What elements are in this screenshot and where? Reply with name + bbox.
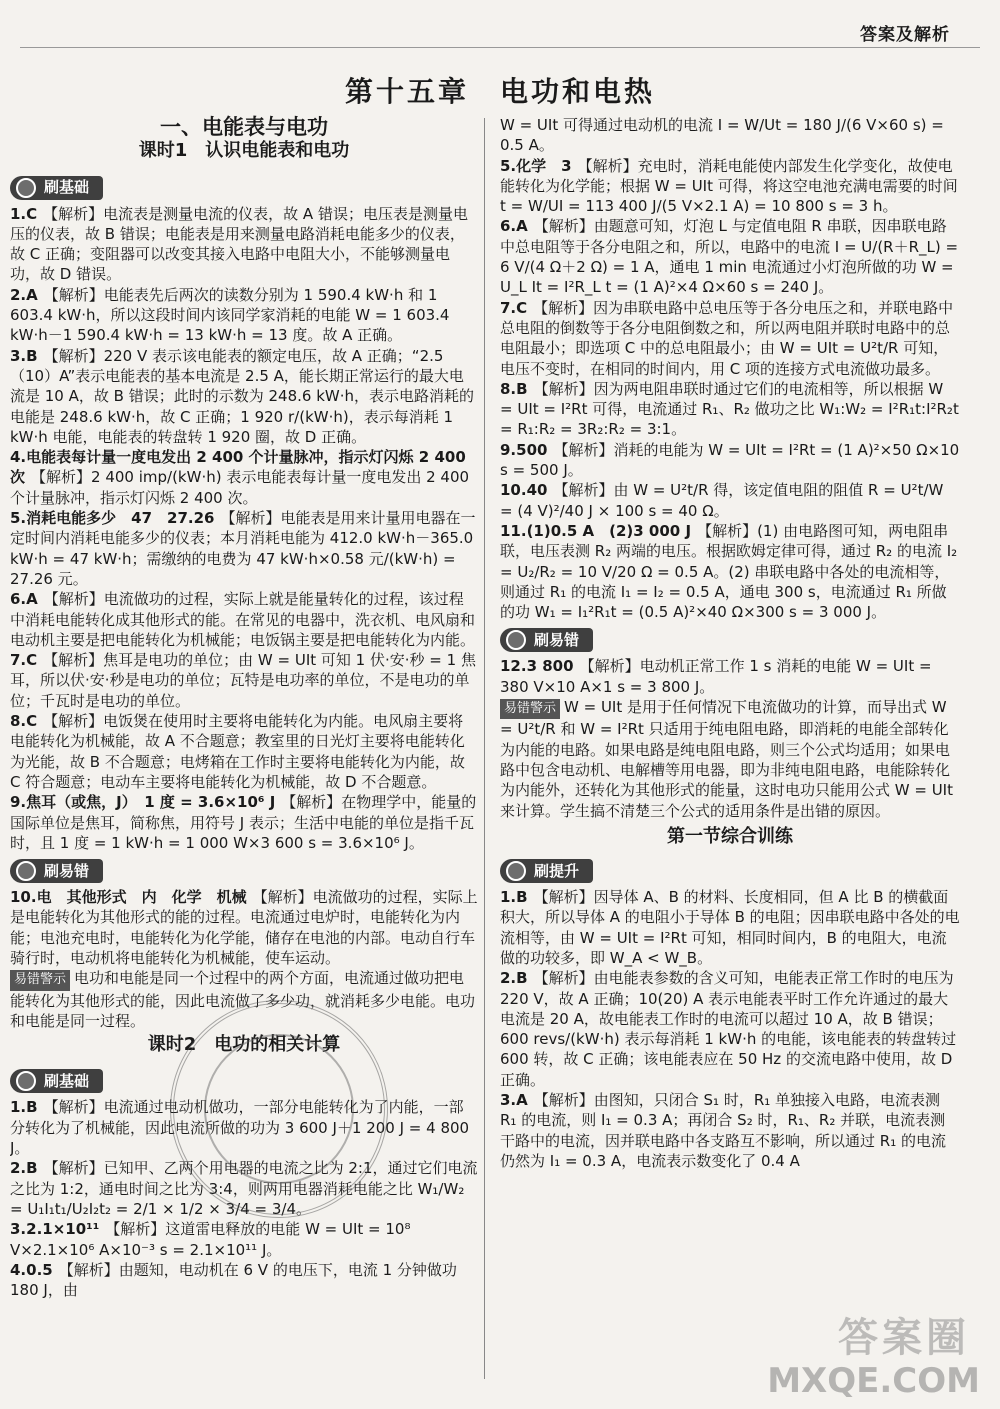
answer-item <box>10 589 478 650</box>
answer-number: 3. <box>500 1091 517 1110</box>
answer-list <box>10 204 478 854</box>
answer-number: 6. <box>10 590 27 609</box>
answer-key: B <box>516 969 528 988</box>
answer-key: (1)0.5 A (2)3 000 J <box>526 521 692 540</box>
answer-key: 2.1×10¹¹ <box>26 1220 100 1239</box>
answer-number: 2. <box>10 285 27 304</box>
lesson-title: 课时1 认识电能表和电功 <box>138 140 350 162</box>
answer-number: 4. <box>10 1260 27 1279</box>
answer-item <box>500 156 960 217</box>
badge-error <box>10 859 103 883</box>
answer-key: B <box>516 888 528 907</box>
section-title: 一、电能表与电功 <box>160 115 328 139</box>
answer-explanation: 【解析】电流表是测量电流的仪表，故 A 错误；电压表是测量电压的仪表，故 B 错误；电能表是用来测量电路消耗电能多少的仪表，故 C 正确；变阻器可以改变其接入电路中电阻大小，不能够测量电功，故 D 错误。 <box>10 204 468 284</box>
answer-number: 8. <box>10 712 27 731</box>
badge-icon <box>16 861 36 881</box>
answer-number: 10. <box>500 481 527 500</box>
answer-item <box>500 968 960 1090</box>
watermark-site: MXQE.COM <box>767 1361 980 1401</box>
answer-number: 2. <box>500 969 517 988</box>
badge-label: 刷易错 <box>44 861 90 880</box>
answer-item <box>10 204 478 285</box>
badge-basic <box>10 1069 103 1093</box>
answer-key: 3 800 <box>526 657 574 676</box>
answer-explanation: 【解析】电能表先后两次的读数分别为 1 590.4 kW·h 和 1 603.4 kW·h，所以这段时间内该同学家消耗的电能 W = 1 603.4 kW·h－1 590.4 kW·h = 13 kW·h = 13 度。故 A 正确。 <box>10 285 450 345</box>
chapter-title: 第十五章 电功和电热 <box>344 75 655 108</box>
answer-key: 电能表每计量一度电发出 2 400 个计量脉冲，指示灯闪烁 2 400 次 <box>10 448 466 487</box>
answer-list <box>500 156 960 623</box>
warning-label: 易错警示 <box>10 970 70 990</box>
warning-text: W = UIt 是用于任何情况下电流做功的计算，而导出式 W = U²t/R 和 W = I²Rt 只适用于纯电阻电路，即消耗的电能全部转化为内能的电路。如果电路是纯电阻电路，则三个公式均适用；如果电路中包含电动机、电解槽等用电器，即为非纯电阻电路，电能除转化为内能外，还转化为其他形式的能量，这时电功只能用公式 W = UIt 来计算。学生搞不清楚三个公式的适用条件是出错的原因。 <box>500 698 953 820</box>
answer-number: 9. <box>500 440 517 459</box>
right-column <box>500 115 960 1369</box>
answer-item <box>10 650 478 711</box>
answer-explanation: 【解析】电饭煲在使用时主要将电能转化为内能。电风扇主要将电能转化为机械能，故 A 不合题意；教室里的日光灯主要将电能转化为光能，故 B 不合题意；电烤箱在工作时主要将电能转化为内能，故 C 符合题意；电动车主要将电能转化为机械能，故 D 不合题意。 <box>10 712 465 791</box>
answer-explanation: 【解析】由图知，只闭合 S₁ 时，R₁ 单独接入电路，电流表测 R₁ 的电流，则 I₁ = 0.3 A；再闭合 S₂ 时，R₁、R₂ 并联，电流表测干路中的电流，因并联电路中各支路互不影响，所以通过 R₁ 的电流仍然为 I₁ = 0.3 A，电流表示数变化了 0.4 A <box>500 1091 946 1170</box>
answer-key: A <box>516 217 528 236</box>
answer-number: 10. <box>10 888 37 907</box>
answer-item <box>500 521 960 622</box>
answer-list <box>500 656 960 697</box>
badge-label: 刷提升 <box>534 861 580 880</box>
answer-item <box>10 447 478 508</box>
answer-number: 12. <box>500 657 527 676</box>
answer-item <box>10 285 478 346</box>
answer-explanation: 【解析】电能表是用来计量用电器在一定时间内消耗电能多少的仪表；本月消耗电能为 412.0 kW·h－365.0 kW·h = 47 kW·h；需缴纳的电费为 47 kW·h×0.58 元/(kW·h) = 27.26 元。 <box>10 509 476 588</box>
answer-item <box>500 216 960 297</box>
answer-explanation: 【解析】由电能表参数的含义可知，电能表正常工作时的电压为 220 V，故 A 正确；10(20) A 表示电能表平时工作允许通过的最大电流是 20 A，故电能表工作时的电流可以超过 10 A，故 B 错误；600 revs/(kW·h) 表示每消耗 1 kW·h 的电能，该电能表的转盘转过 600 转，故 C 正确；该电能表应在 50 Hz 的交流电路中使用，故 D 正确。 <box>500 969 957 1089</box>
answer-key: A <box>26 285 38 304</box>
answer-item <box>500 440 960 481</box>
badge-icon <box>16 178 36 198</box>
answer-number: 3. <box>10 1220 27 1239</box>
answer-item <box>10 887 478 968</box>
answer-explanation: 【解析】电动机正常工作 1 s 消耗的电能 W = UIt = 380 V×10 A×1 s = 3 800 J。 <box>500 657 932 696</box>
answer-explanation: 【解析】充电时，消耗电能使内部发生化学变化，故使电能转化为化学能；根据 W = UIt 可得，将这空电池充满电需要的时间 t = W/UI = 113 400 J/(5 V×2.1 A) = 10 800 s = 3 h。 <box>500 156 958 216</box>
answer-number: 1. <box>10 204 27 223</box>
answer-key: 500 <box>516 440 548 459</box>
answer-number: 7. <box>10 651 27 670</box>
answer-key: 电 其他形式 内 化学 机械 <box>36 888 247 907</box>
badge-icon <box>506 861 526 881</box>
answer-number: 1. <box>10 1098 27 1117</box>
answer-key: B <box>26 1098 38 1117</box>
answer-continuation: W = UIt 可得通过电动机的电流 I = W/Ut = 180 J/(6 V×60 s) = 0.5 A。 <box>500 116 944 155</box>
badge-improve <box>500 859 593 883</box>
answer-explanation: 【解析】电流做功的过程，实际上是电能转化为其他形式的能的过程。电流通过电炉时，电能转化为内能；电池充电时，电能转化为化学能，储存在电池的内部。电动自行车骑行时，电动机将电能转化为机械能，使车运动。 <box>10 888 478 967</box>
answer-explanation: 【解析】电流通过电动机做功，一部分电能转化为了内能，一部分转化为了机械能，因此电流所做的功为 3 600 J＋1 200 J = 4 800 J。 <box>10 1098 470 1158</box>
badge-icon <box>506 630 526 650</box>
header-tag: 答案及解析 <box>860 25 950 45</box>
answer-list <box>10 887 478 968</box>
badge-label: 刷基础 <box>44 178 90 197</box>
answer-explanation: 【解析】(1) 由电路图可知，两电阻串联，电压表测 R₂ 两端的电压。根据欧姆定律可得，通过 R₂ 的电流 I₂ = U₂/R₂ = 10 V/20 Ω = 0.5 A。(2) 串联电路中各处的电流相等，则通过 R₁ 的电流 I₁ = I₂ = 0.5 A，通电 300 s，电流通过 R₁ 所做的功 W₁ = I₁²R₁t = (0.5 A)²×40 Ω×300 s = 3 000 J。 <box>500 521 958 622</box>
answer-key: C <box>26 651 38 670</box>
badge-error <box>500 628 593 652</box>
answer-number: 3. <box>10 346 27 365</box>
watermark-logo-text: 答案圈 <box>838 1315 970 1361</box>
answer-key: C <box>516 298 528 317</box>
answer-key: 消耗电能多少 47 27.26 <box>26 509 215 528</box>
answer-explanation: 【解析】这道雷电释放的电能 W = UIt = 10⁸ V×2.1×10⁶ A×10⁻³ s = 2.1×10¹¹ J。 <box>10 1220 411 1259</box>
answer-key: A <box>26 590 38 609</box>
answer-number: 2. <box>10 1159 27 1178</box>
badge-label: 刷易错 <box>534 631 580 650</box>
answer-explanation: 【解析】220 V 表示该电能表的额定电压，故 A 正确；“2.5（10）A”表示电能表的基本电流是 2.5 A，能长期正常运行的最大电流是 10 A，故 B 错误；此时的示数为 248.6 kW·h，表示电路消耗的电能是 248.6 kW·h，故 C 正确；1 920 r/(kW·h)，表示每消耗 1 kW·h 电能，电能表的转盘转 1 920 圈，故 D 正确。 <box>10 346 474 446</box>
answer-item <box>500 379 960 440</box>
answer-explanation: 【解析】在物理学中，能量的国际单位是焦耳，简称焦，用符号 J 表示；生活中电能的单位是指千瓦时，且 1 度 = 1 kW·h = 1 000 W×3 600 s = 3.6×10⁶ J。 <box>10 793 477 852</box>
answer-explanation: 【解析】焦耳是电功的单位；由 W = UIt 可知 1 伏·安·秒 = 1 焦耳，所以伏·安·秒是电功的单位；瓦特是电功率的单位，不是电功的单位；千瓦时是电功的单位。 <box>10 651 476 710</box>
section-title: 第一节综合训练 <box>667 825 793 847</box>
answer-item <box>500 480 960 521</box>
warning-note <box>500 697 960 821</box>
answer-number: 11. <box>500 521 527 540</box>
stamp-ring <box>184 1014 373 1203</box>
answer-number: 7. <box>500 298 517 317</box>
header-rule <box>20 47 980 48</box>
answer-item <box>500 656 960 697</box>
answer-key: 焦耳（或焦，J） 1 度 = 3.6×10⁶ J <box>26 793 276 812</box>
answer-item <box>10 508 478 589</box>
answer-item <box>10 792 478 853</box>
answer-list <box>500 887 960 1171</box>
answer-number: 5. <box>10 509 27 528</box>
answer-explanation: 【解析】由题知，电动机在 6 V 的电压下，电流 1 分钟做功 180 J，由 <box>10 1260 457 1300</box>
answer-item <box>500 298 960 379</box>
answer-number: 6. <box>500 217 517 236</box>
warning-text: 电功和电能是同一个过程中的两个方面，电流通过做功把电能转化为其他形式的能，因此电流做了多少功，就消耗多少电能。电功和电能是同一过程。 <box>10 969 476 1030</box>
answer-explanation: 【解析】因为两电阻串联时通过它们的电流相等，所以根据 W = UIt = I²Rt 可得，电流通过 R₁、R₂ 做功之比 W₁:W₂ = I²R₁t:I²R₂t = R₁:R₂ = 3R₂:R₂ = 3:1。 <box>500 379 959 439</box>
answer-number: 9. <box>10 793 27 812</box>
answer-key: B <box>26 346 38 365</box>
lesson-title: 课时2 电功的相关计算 <box>147 1034 341 1056</box>
answer-key: 化学 3 <box>516 156 572 175</box>
answer-explanation: 【解析】由 W = U²t/R 得，该定值电阻的阻值 R = U²t/W = (4 V)²/40 J × 100 s = 40 Ω。 <box>500 481 944 520</box>
answer-explanation: 【解析】因为串联电路中总电压等于各分电压之和，并联电路中总电阻的倒数等于各分电阻倒数之和，所以两电阻并联时电路中的总电阻最小；即选项 C 中的总电阻最小；由 W = UIt = U²t/R 可知，电压不变时，在相同的时间内，用 C 项的连接方式电流做功最多。 <box>500 298 954 378</box>
answer-number: 4. <box>10 448 27 467</box>
answer-item <box>10 346 478 447</box>
column-divider <box>484 118 485 1379</box>
badge-icon <box>16 1071 36 1091</box>
answer-number: 1. <box>500 888 517 907</box>
answer-key: 0.5 <box>26 1260 53 1279</box>
answer-number: 5. <box>500 156 517 175</box>
answer-explanation: 【解析】已知甲、乙两个用电器的电流之比为 2:1，通过它们电流之比为 1:2，通电时间之比为 3:4，则两用电器消耗电能之比 W₁/W₂ = U₁I₁t₁/U₂I₂t₂ = 2/1 × 1/2 × 3/4 = 3/4。 <box>10 1159 478 1218</box>
answer-explanation: 【解析】电流做功的过程，实际上就是能量转化的过程，该过程中消耗电能转化成其他形式的能。在常见的电器中，洗衣机、电风扇和电动机主要是把电能转化为机械能；电饭锅主要是把电能转化为内能。 <box>10 590 476 649</box>
badge-label: 刷基础 <box>44 1072 90 1091</box>
answer-key: C <box>26 712 38 731</box>
answer-item <box>500 1090 960 1171</box>
answer-number: 8. <box>500 379 517 398</box>
answer-item <box>500 887 960 968</box>
answer-explanation: 【解析】2 400 imp/(kW·h) 表示电能表每计量一度电发出 2 400 个计量脉冲，指示灯闪烁 2 400 次。 <box>10 468 470 507</box>
answer-item <box>10 1260 478 1301</box>
answer-explanation: 【解析】消耗的电能为 W = UIt = I²Rt = (1 A)²×50 Ω×10 s = 500 J。 <box>500 440 960 480</box>
answer-key: B <box>26 1159 38 1178</box>
warning-label: 易错警示 <box>500 699 560 719</box>
badge-basic <box>10 176 103 200</box>
answer-explanation: 【解析】由题意可知，灯泡 L 与定值电阻 R 串联，因串联电路中总电阻等于各分电阻之和，所以，电路中的电流 I = U/(R＋R_L) = 6 V/(4 Ω＋2 Ω) = 1 A，通电 1 min 电流通过小灯泡所做的功 W = U_L It = I²R_L t = (1 A)²×4 Ω×60 s = 240 J。 <box>500 217 959 297</box>
answer-item <box>10 711 478 792</box>
answer-key: B <box>516 379 528 398</box>
answer-item <box>10 1219 478 1260</box>
answer-key: C <box>26 204 38 223</box>
answer-key: A <box>516 1091 528 1110</box>
answer-key: 40 <box>526 481 548 500</box>
answer-explanation: 【解析】因导体 A、B 的材料、长度相同，但 A 比 B 的横截面积大，所以导体 A 的电阻小于导体 B 的电阻；因串联电路中各处的电流相等，由 W = UIt = I²Rt 可知，相同时间内，B 的电阻大，电流做的功较多，即 W_A < W_B。 <box>500 888 960 967</box>
